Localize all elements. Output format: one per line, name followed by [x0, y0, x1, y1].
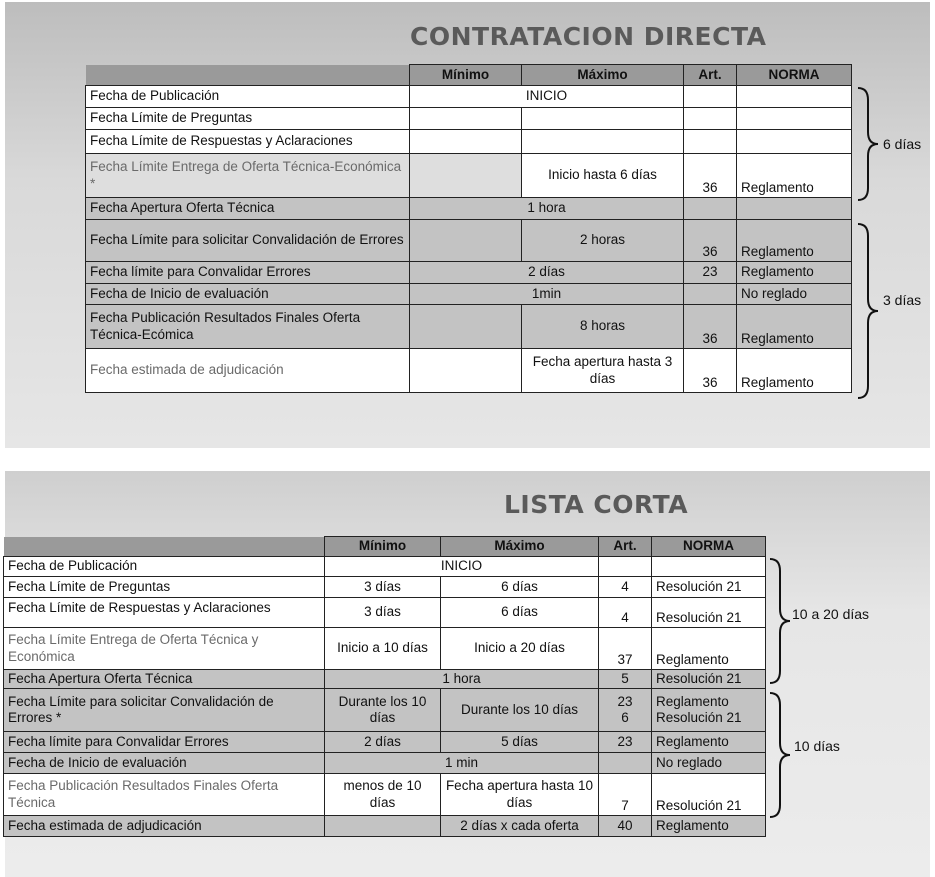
table-row	[4, 732, 766, 753]
row-norma	[737, 130, 852, 154]
header-minimo: Mínimo	[410, 65, 522, 86]
row-norma: Reglamento	[737, 349, 852, 393]
table-row	[4, 598, 766, 628]
table-row	[4, 577, 766, 598]
row-norma: Resolución 21	[652, 598, 766, 628]
row-span-value: INICIO	[325, 557, 599, 577]
row-norma: Reglamento	[652, 732, 766, 753]
table-row	[4, 557, 766, 577]
panel-title: LISTA CORTA	[504, 490, 689, 519]
row-maximo: 2 horas	[522, 220, 684, 262]
row-label: Fecha Límite para solicitar Convalidación de Errores	[86, 220, 410, 262]
row-norma: Resolución 21	[652, 774, 766, 816]
table-row	[86, 86, 852, 108]
row-maximo: Durante los 10 días	[441, 689, 599, 732]
row-art	[684, 108, 737, 130]
row-label: Fecha Apertura Oferta Técnica	[86, 198, 410, 220]
row-span-value: 1 hora	[410, 198, 684, 220]
row-maximo: 2 días x cada oferta	[441, 816, 599, 837]
row-label: Fecha estimada de adjudicación	[86, 349, 410, 393]
row-span-value: 1 min	[325, 753, 599, 774]
table-row	[4, 689, 766, 732]
row-art	[599, 557, 652, 577]
panel-title: CONTRATACION DIRECTA	[410, 22, 767, 51]
row-minimo: 3 días	[325, 577, 441, 598]
row-art: 7	[599, 774, 652, 816]
row-norma: No reglado	[737, 284, 852, 305]
row-norma: Resolución 21	[652, 670, 766, 689]
header-art: Art.	[684, 65, 737, 86]
row-maximo	[522, 130, 684, 154]
row-label: Fecha Límite de Preguntas	[86, 108, 410, 130]
row-art: 23 6	[599, 689, 652, 732]
row-minimo	[410, 130, 522, 154]
row-art	[684, 198, 737, 220]
row-art: 5	[599, 670, 652, 689]
row-label: Fecha Publicación Resultados Finales Oferta Técnica	[4, 774, 325, 816]
row-minimo	[410, 220, 522, 262]
contratacion-directa-table	[85, 64, 852, 393]
row-norma	[737, 86, 852, 108]
row-label: Fecha estimada de adjudicación	[4, 816, 325, 837]
row-norma: Reglamento	[737, 220, 852, 262]
row-norma	[737, 108, 852, 130]
row-norma: Reglamento	[737, 305, 852, 349]
row-label: Fecha Apertura Oferta Técnica	[4, 670, 325, 689]
lista-corta-table	[3, 536, 766, 837]
row-art: 23	[599, 732, 652, 753]
table-row	[4, 753, 766, 774]
table-row	[86, 284, 852, 305]
table-row	[4, 816, 766, 837]
table-row	[4, 670, 766, 689]
row-label: Fecha de Inicio de evaluación	[4, 753, 325, 774]
row-art	[684, 284, 737, 305]
table-row	[86, 220, 852, 262]
brace-10-a-20-dias	[768, 557, 794, 685]
row-label: Fecha de Publicación	[4, 557, 325, 577]
brace-6-dias	[856, 86, 882, 202]
table-header-row	[86, 65, 852, 86]
row-label: Fecha Límite Entrega de Oferta Técnica-Económica *	[86, 154, 410, 198]
row-minimo	[410, 154, 522, 198]
row-art: 36	[684, 305, 737, 349]
row-norma: Reglamento	[652, 628, 766, 670]
row-minimo: 2 días	[325, 732, 441, 753]
row-norma: Reglamento Resolución 21	[652, 689, 766, 732]
row-norma: Reglamento	[652, 816, 766, 837]
table-row	[86, 349, 852, 393]
row-maximo: 6 días	[441, 577, 599, 598]
row-minimo	[410, 305, 522, 349]
row-maximo: Fecha apertura hasta 10 días	[441, 774, 599, 816]
table-row	[4, 774, 766, 816]
row-art: 37	[599, 628, 652, 670]
row-maximo: Fecha apertura hasta 3 días	[522, 349, 684, 393]
table-row	[86, 108, 852, 130]
row-art: 40	[599, 816, 652, 837]
row-norma: No reglado	[652, 753, 766, 774]
table-row	[86, 262, 852, 284]
brace-10-dias	[768, 691, 794, 819]
row-minimo: Durante los 10 días	[325, 689, 441, 732]
table-row	[86, 130, 852, 154]
row-label: Fecha Límite de Respuestas y Aclaraciones	[86, 130, 410, 154]
row-maximo: Inicio a 20 días	[441, 628, 599, 670]
header-norma: NORMA	[652, 537, 766, 557]
table-row	[86, 198, 852, 220]
row-span-value: 1min	[410, 284, 684, 305]
brace-label-10-a-20-dias: 10 a 20 días	[792, 606, 870, 622]
brace-3-dias	[856, 222, 882, 400]
row-maximo: 8 horas	[522, 305, 684, 349]
header-norma: NORMA	[737, 65, 852, 86]
row-label: Fecha Límite Entrega de Oferta Técnica y Económica	[4, 628, 325, 670]
brace-label-3-dias: 3 días	[883, 292, 922, 308]
row-span-value: 1 hora	[325, 670, 599, 689]
row-minimo: 3 días	[325, 598, 441, 628]
row-maximo	[522, 108, 684, 130]
header-art: Art.	[599, 537, 652, 557]
row-maximo: 5 días	[441, 732, 599, 753]
row-minimo: Inicio a 10 días	[325, 628, 441, 670]
row-label: Fecha de Inicio de evaluación	[86, 284, 410, 305]
row-art	[599, 753, 652, 774]
row-art: 4	[599, 577, 652, 598]
row-maximo: Inicio hasta 6 días	[522, 154, 684, 198]
row-art: 36	[684, 154, 737, 198]
header-maximo: Máximo	[441, 537, 599, 557]
row-span-value: INICIO	[410, 86, 684, 108]
row-art: 4	[599, 598, 652, 628]
row-norma: Reglamento	[737, 262, 852, 284]
row-minimo	[410, 108, 522, 130]
row-art	[684, 130, 737, 154]
row-art: 23	[684, 262, 737, 284]
row-maximo: 6 días	[441, 598, 599, 628]
brace-label-6-dias: 6 días	[883, 136, 922, 152]
row-label: Fecha Límite para solicitar Convalidación de Errores *	[4, 689, 325, 732]
row-span-value: 2 días	[410, 262, 684, 284]
table-row	[86, 305, 852, 349]
table-row	[4, 628, 766, 670]
header-blank	[86, 65, 410, 86]
row-norma	[652, 557, 766, 577]
row-label: Fecha Límite de Preguntas	[4, 577, 325, 598]
row-norma: Resolución 21	[652, 577, 766, 598]
header-blank	[4, 537, 325, 557]
row-norma	[737, 198, 852, 220]
row-art: 36	[684, 349, 737, 393]
row-minimo	[325, 816, 441, 837]
table-header-row	[4, 537, 766, 557]
row-label: Fecha de Publicación	[86, 86, 410, 108]
header-maximo: Máximo	[522, 65, 684, 86]
row-label: Fecha límite para Convalidar Errores	[86, 262, 410, 284]
table-row	[86, 154, 852, 198]
row-art: 36	[684, 220, 737, 262]
brace-label-10-dias: 10 días	[794, 738, 840, 754]
row-minimo	[410, 349, 522, 393]
row-minimo: menos de 10 días	[325, 774, 441, 816]
header-minimo: Mínimo	[325, 537, 441, 557]
row-norma: Reglamento	[737, 154, 852, 198]
row-label: Fecha límite para Convalidar Errores	[4, 732, 325, 753]
row-label: Fecha Publicación Resultados Finales Oferta Técnica-Ecómica	[86, 305, 410, 349]
row-label: Fecha Límite de Respuestas y Aclaraciones	[4, 598, 325, 628]
row-art	[684, 86, 737, 108]
